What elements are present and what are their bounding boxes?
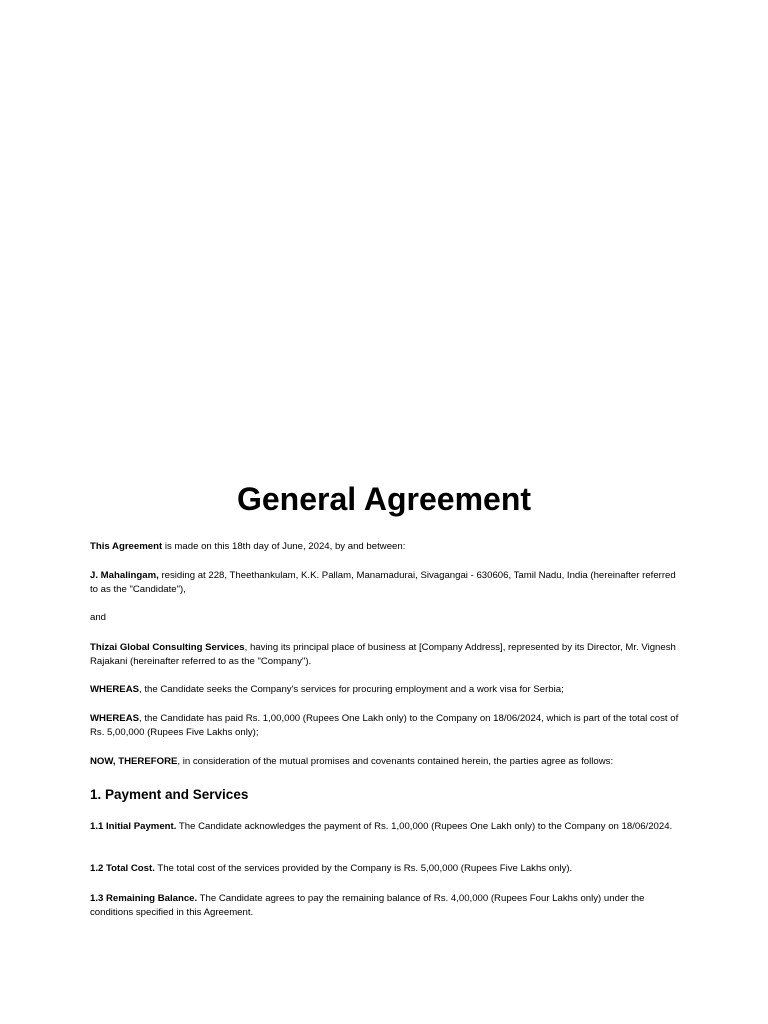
whereas-2-text: , the Candidate has paid Rs. 1,00,000 (Rupees One Lakh only) to the Company on 18/06/2024, which is part of the total cost of Rs. 5,00,000 (Rupees Five Lakhs only); [90, 713, 679, 738]
and-paragraph: and [90, 612, 107, 623]
candidate-paragraph [90, 569, 680, 596]
now-therefore-paragraph [90, 755, 680, 769]
whereas-1-text: , the Candidate seeks the Company's services for procuring employment and a work visa for Serbia; [139, 684, 564, 695]
now-therefore-text: , in consideration of the mutual promises and covenants contained herein, the parties agree as follows: [177, 756, 614, 767]
company-paragraph [90, 641, 680, 668]
whereas-paragraph-1 [90, 683, 680, 697]
intro-text: is made on this 18th day of June, 2024, by and between: [162, 541, 406, 552]
company-lead: Thizai Global Consulting Services [90, 642, 245, 653]
clause-1-3 [90, 892, 680, 919]
section-1-heading: 1. Payment and Services [90, 787, 249, 802]
candidate-text: residing at 228, Theethankulam, K.K. Pallam, Manamadurai, Sivagangai - 630606, Tamil Nadu, India (hereinafter referred to as the "Candidate"), [90, 570, 676, 595]
now-therefore-lead: NOW, THEREFORE [90, 756, 178, 767]
intro-paragraph [90, 540, 680, 554]
clause-1-2-lead: 1.2 Total Cost. [90, 863, 155, 874]
document-title: General Agreement [236, 481, 532, 517]
whereas-2-lead: WHEREAS [90, 713, 140, 724]
clause-1-1 [90, 820, 680, 834]
clause-1-1-text: The Candidate acknowledges the payment of Rs. 1,00,000 (Rupees One Lakh only) to the Company on 18/06/2024. [176, 821, 673, 832]
clause-1-2 [90, 862, 680, 876]
whereas-paragraph-2 [90, 712, 680, 739]
candidate-lead: J. Mahalingam, [90, 570, 159, 581]
company-text: , having its principal place of business at [Company Address], represented by its Director, Mr. Vignesh Rajakani (hereinafter referred to as the "Company"). [90, 642, 676, 667]
whereas-1-lead: WHEREAS [90, 684, 140, 695]
intro-lead: This Agreement [90, 541, 163, 552]
clause-1-3-text: The Candidate agrees to pay the remaining balance of Rs. 4,00,000 (Rupees Four Lakhs only) under the conditions specified in this Agreement. [90, 893, 645, 918]
clause-1-2-text: The total cost of the services provided by the Company is Rs. 5,00,000 (Rupees Five Lakhs only). [154, 863, 573, 874]
clause-1-1-lead: 1.1 Initial Payment. [90, 821, 177, 832]
clause-1-3-lead: 1.3 Remaining Balance. [90, 893, 198, 904]
